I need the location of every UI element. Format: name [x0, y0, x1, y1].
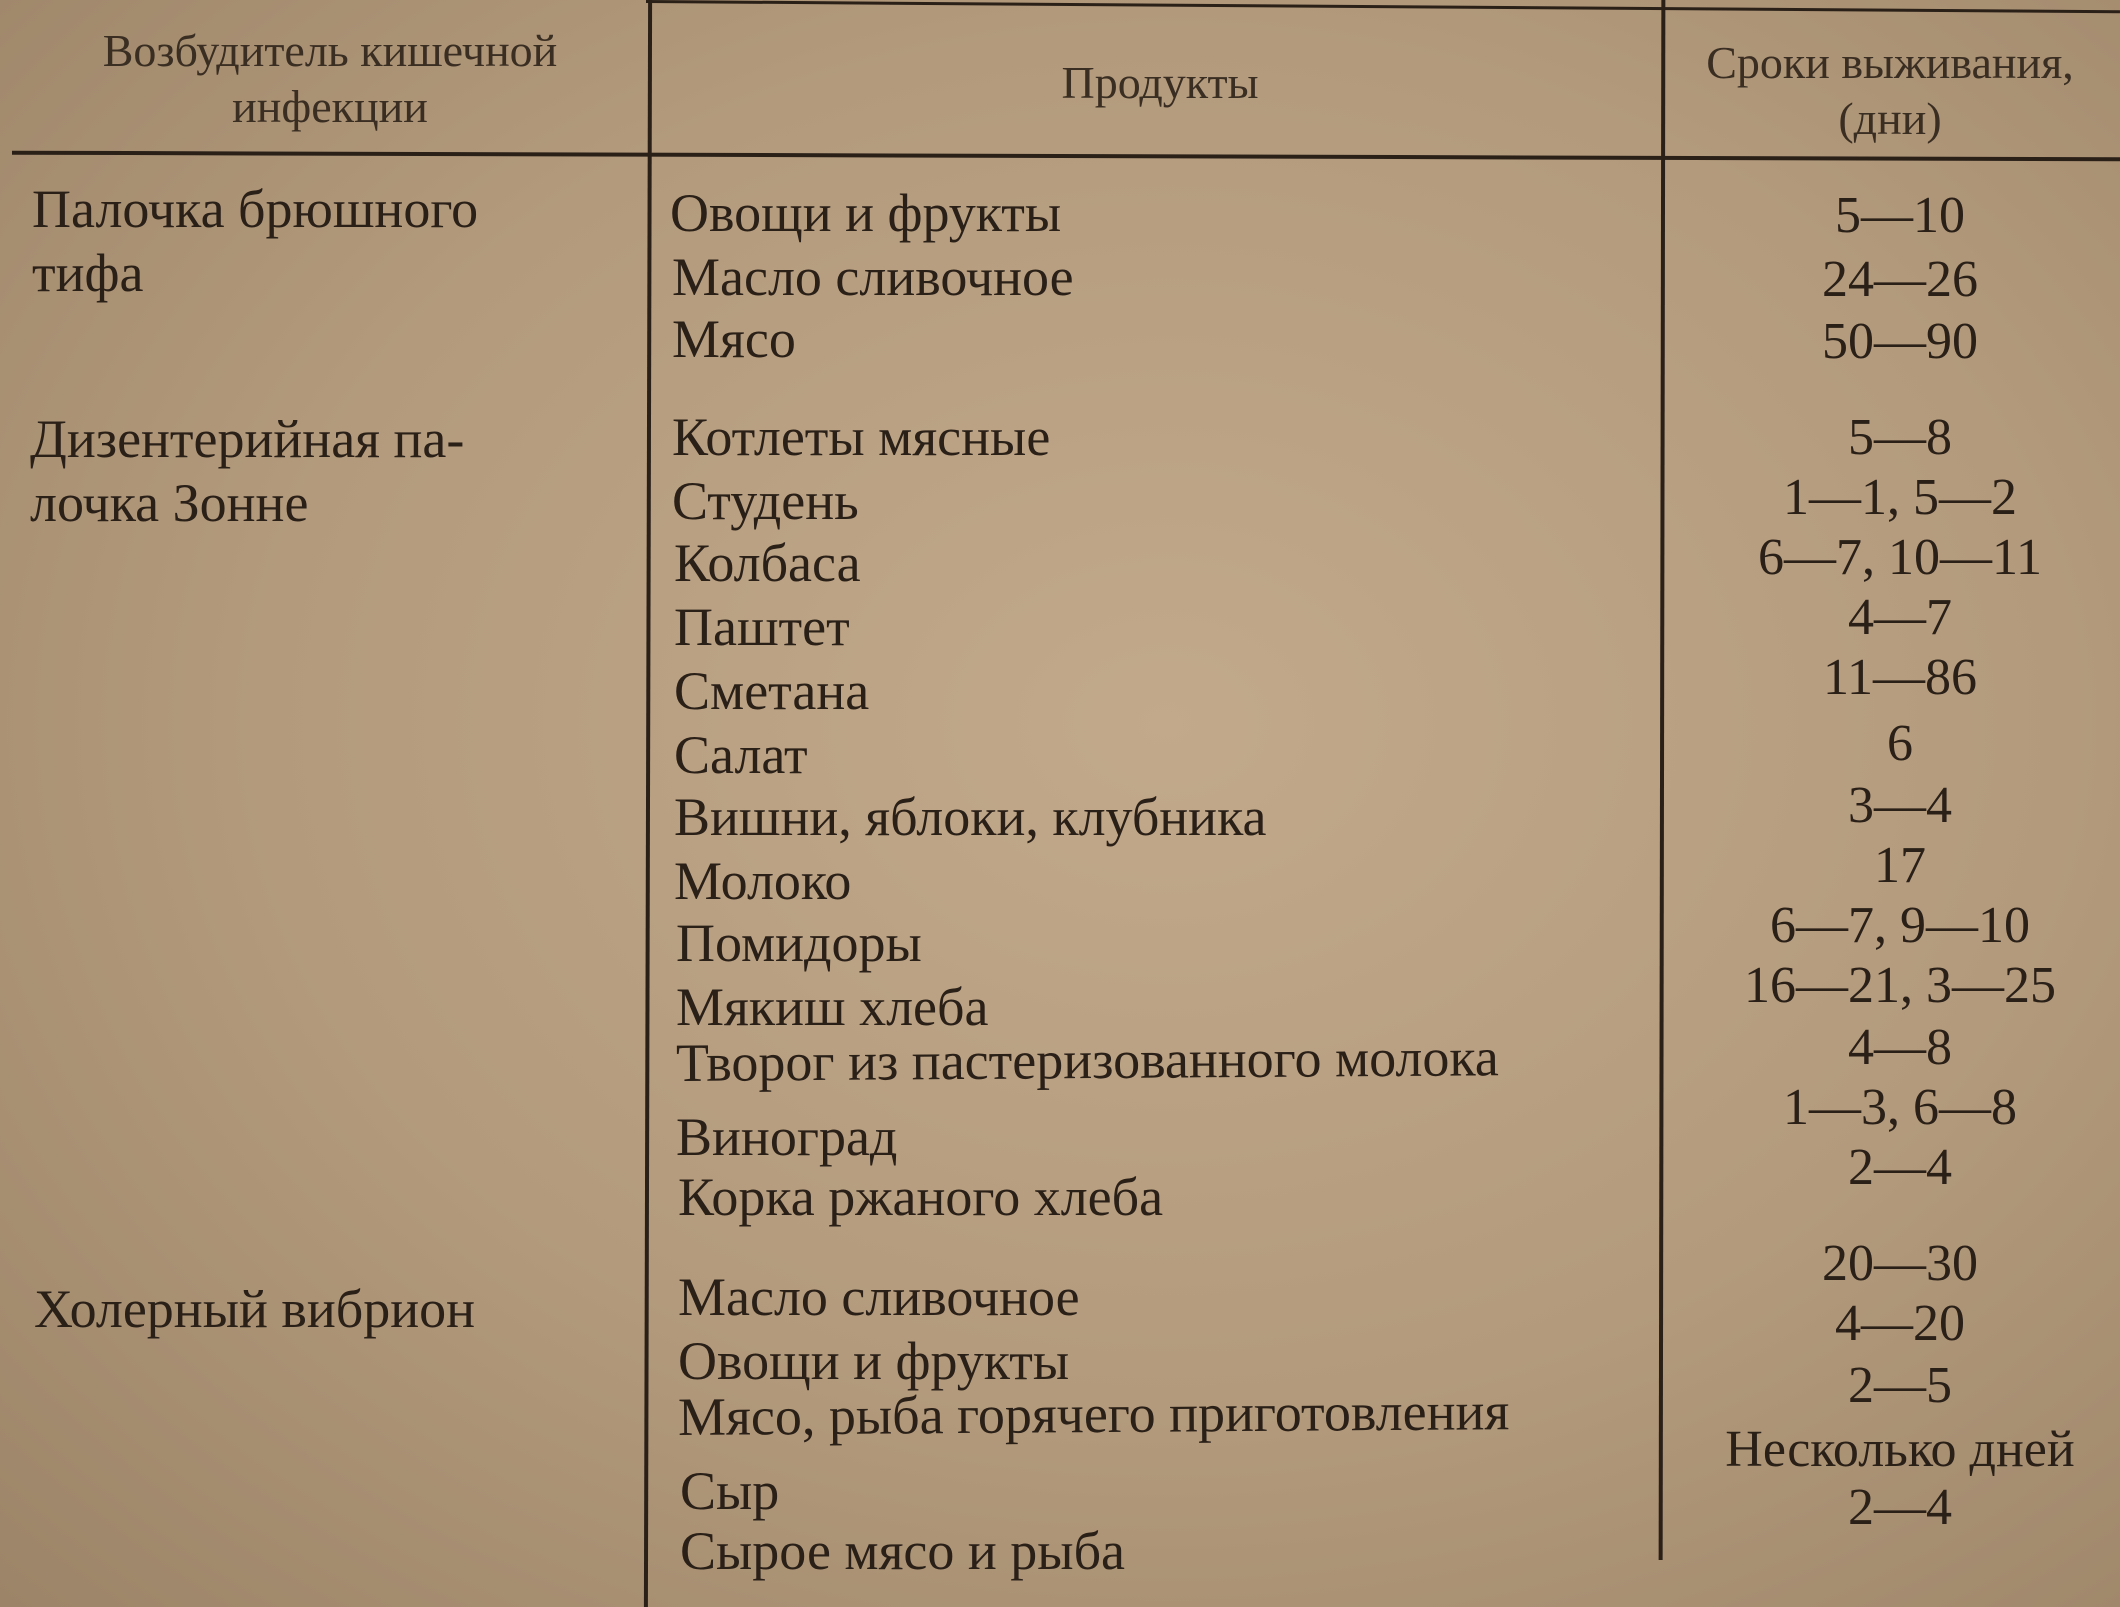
product-row: Овощи и фрукты	[678, 1331, 1070, 1391]
days-value: 2—4	[1848, 1479, 1952, 1536]
pathogen-sonne-line2: лочка Зонне	[30, 473, 309, 533]
days-value: 6—7, 10—11	[1757, 529, 2043, 586]
days-value: 2—4	[1848, 1139, 1952, 1196]
product-row: Сырое мясо и рыба	[680, 1521, 1126, 1581]
product-row: Виноград	[676, 1107, 898, 1167]
product-row: Студень	[672, 471, 859, 531]
days-value: 50—90	[1822, 313, 1978, 370]
days-value: 11—86	[1822, 649, 1978, 706]
product-row: Масло сливочное	[672, 247, 1074, 307]
days-value: 4—8	[1848, 1019, 1952, 1076]
product-row: Колбаса	[674, 533, 861, 593]
header-pathogen-line2: инфекции	[232, 81, 428, 132]
product-row: Паштет	[674, 597, 850, 657]
product-row: Масло сливочное	[678, 1267, 1080, 1327]
header-days-line1: Сроки выживания,	[1706, 37, 2074, 88]
pathogen-typhoid-line2: тифа	[32, 243, 144, 303]
days-value: Несколько дней	[1725, 1421, 2075, 1478]
days-value: 6	[1887, 715, 1913, 772]
top-rule	[646, 0, 2120, 13]
days-value: 16—21, 3—25	[1744, 957, 2056, 1014]
column-divider-1	[644, 0, 652, 1607]
product-row: Помидоры	[676, 913, 922, 973]
product-row: Овощи и фрукты	[670, 183, 1062, 243]
pathogen-cholera: Холерный вибрион	[34, 1279, 476, 1339]
product-row: Мякиш хлеба	[676, 977, 989, 1037]
days-value: 17	[1874, 837, 1926, 894]
days-value: 5—10	[1835, 187, 1965, 244]
pathogen-typhoid-line1: Палочка брюшного	[32, 179, 479, 239]
product-row: Творог из пастеризованного молока	[675, 1027, 1499, 1093]
header-days-line2: (дни)	[1838, 93, 1942, 144]
header-rule	[12, 151, 2120, 162]
days-value: 4—7	[1848, 589, 1952, 646]
days-value: 24—26	[1822, 251, 1978, 308]
days-value: 2—5	[1848, 1357, 1952, 1414]
days-value: 4—20	[1835, 1295, 1965, 1352]
pathogen-sonne-line1: Дизентерийная па-	[30, 409, 465, 469]
product-row: Салат	[674, 725, 808, 785]
days-value: 20—30	[1822, 1235, 1978, 1292]
days-value: 5—8	[1848, 409, 1952, 466]
column-divider-2	[1659, 0, 1666, 1560]
product-row: Молоко	[674, 851, 852, 911]
product-row: Вишни, яблоки, клубника	[674, 787, 1267, 847]
product-row: Корка ржаного хлеба	[678, 1167, 1164, 1227]
product-row: Котлеты мясные	[672, 407, 1051, 467]
header-products: Продукты	[1061, 57, 1259, 108]
product-row: Сметана	[674, 661, 870, 721]
header-pathogen-line1: Возбудитель кишечной	[102, 25, 558, 76]
days-value: 3—4	[1848, 777, 1952, 834]
product-row: Мясо	[672, 309, 796, 369]
product-row: Мясо, рыба горячего приготовления	[677, 1381, 1510, 1447]
days-value: 1—3, 6—8	[1783, 1079, 2017, 1136]
product-row: Сыр	[680, 1461, 780, 1521]
days-value: 1—1, 5—2	[1783, 469, 2017, 526]
days-value: 6—7, 9—10	[1770, 897, 2030, 954]
